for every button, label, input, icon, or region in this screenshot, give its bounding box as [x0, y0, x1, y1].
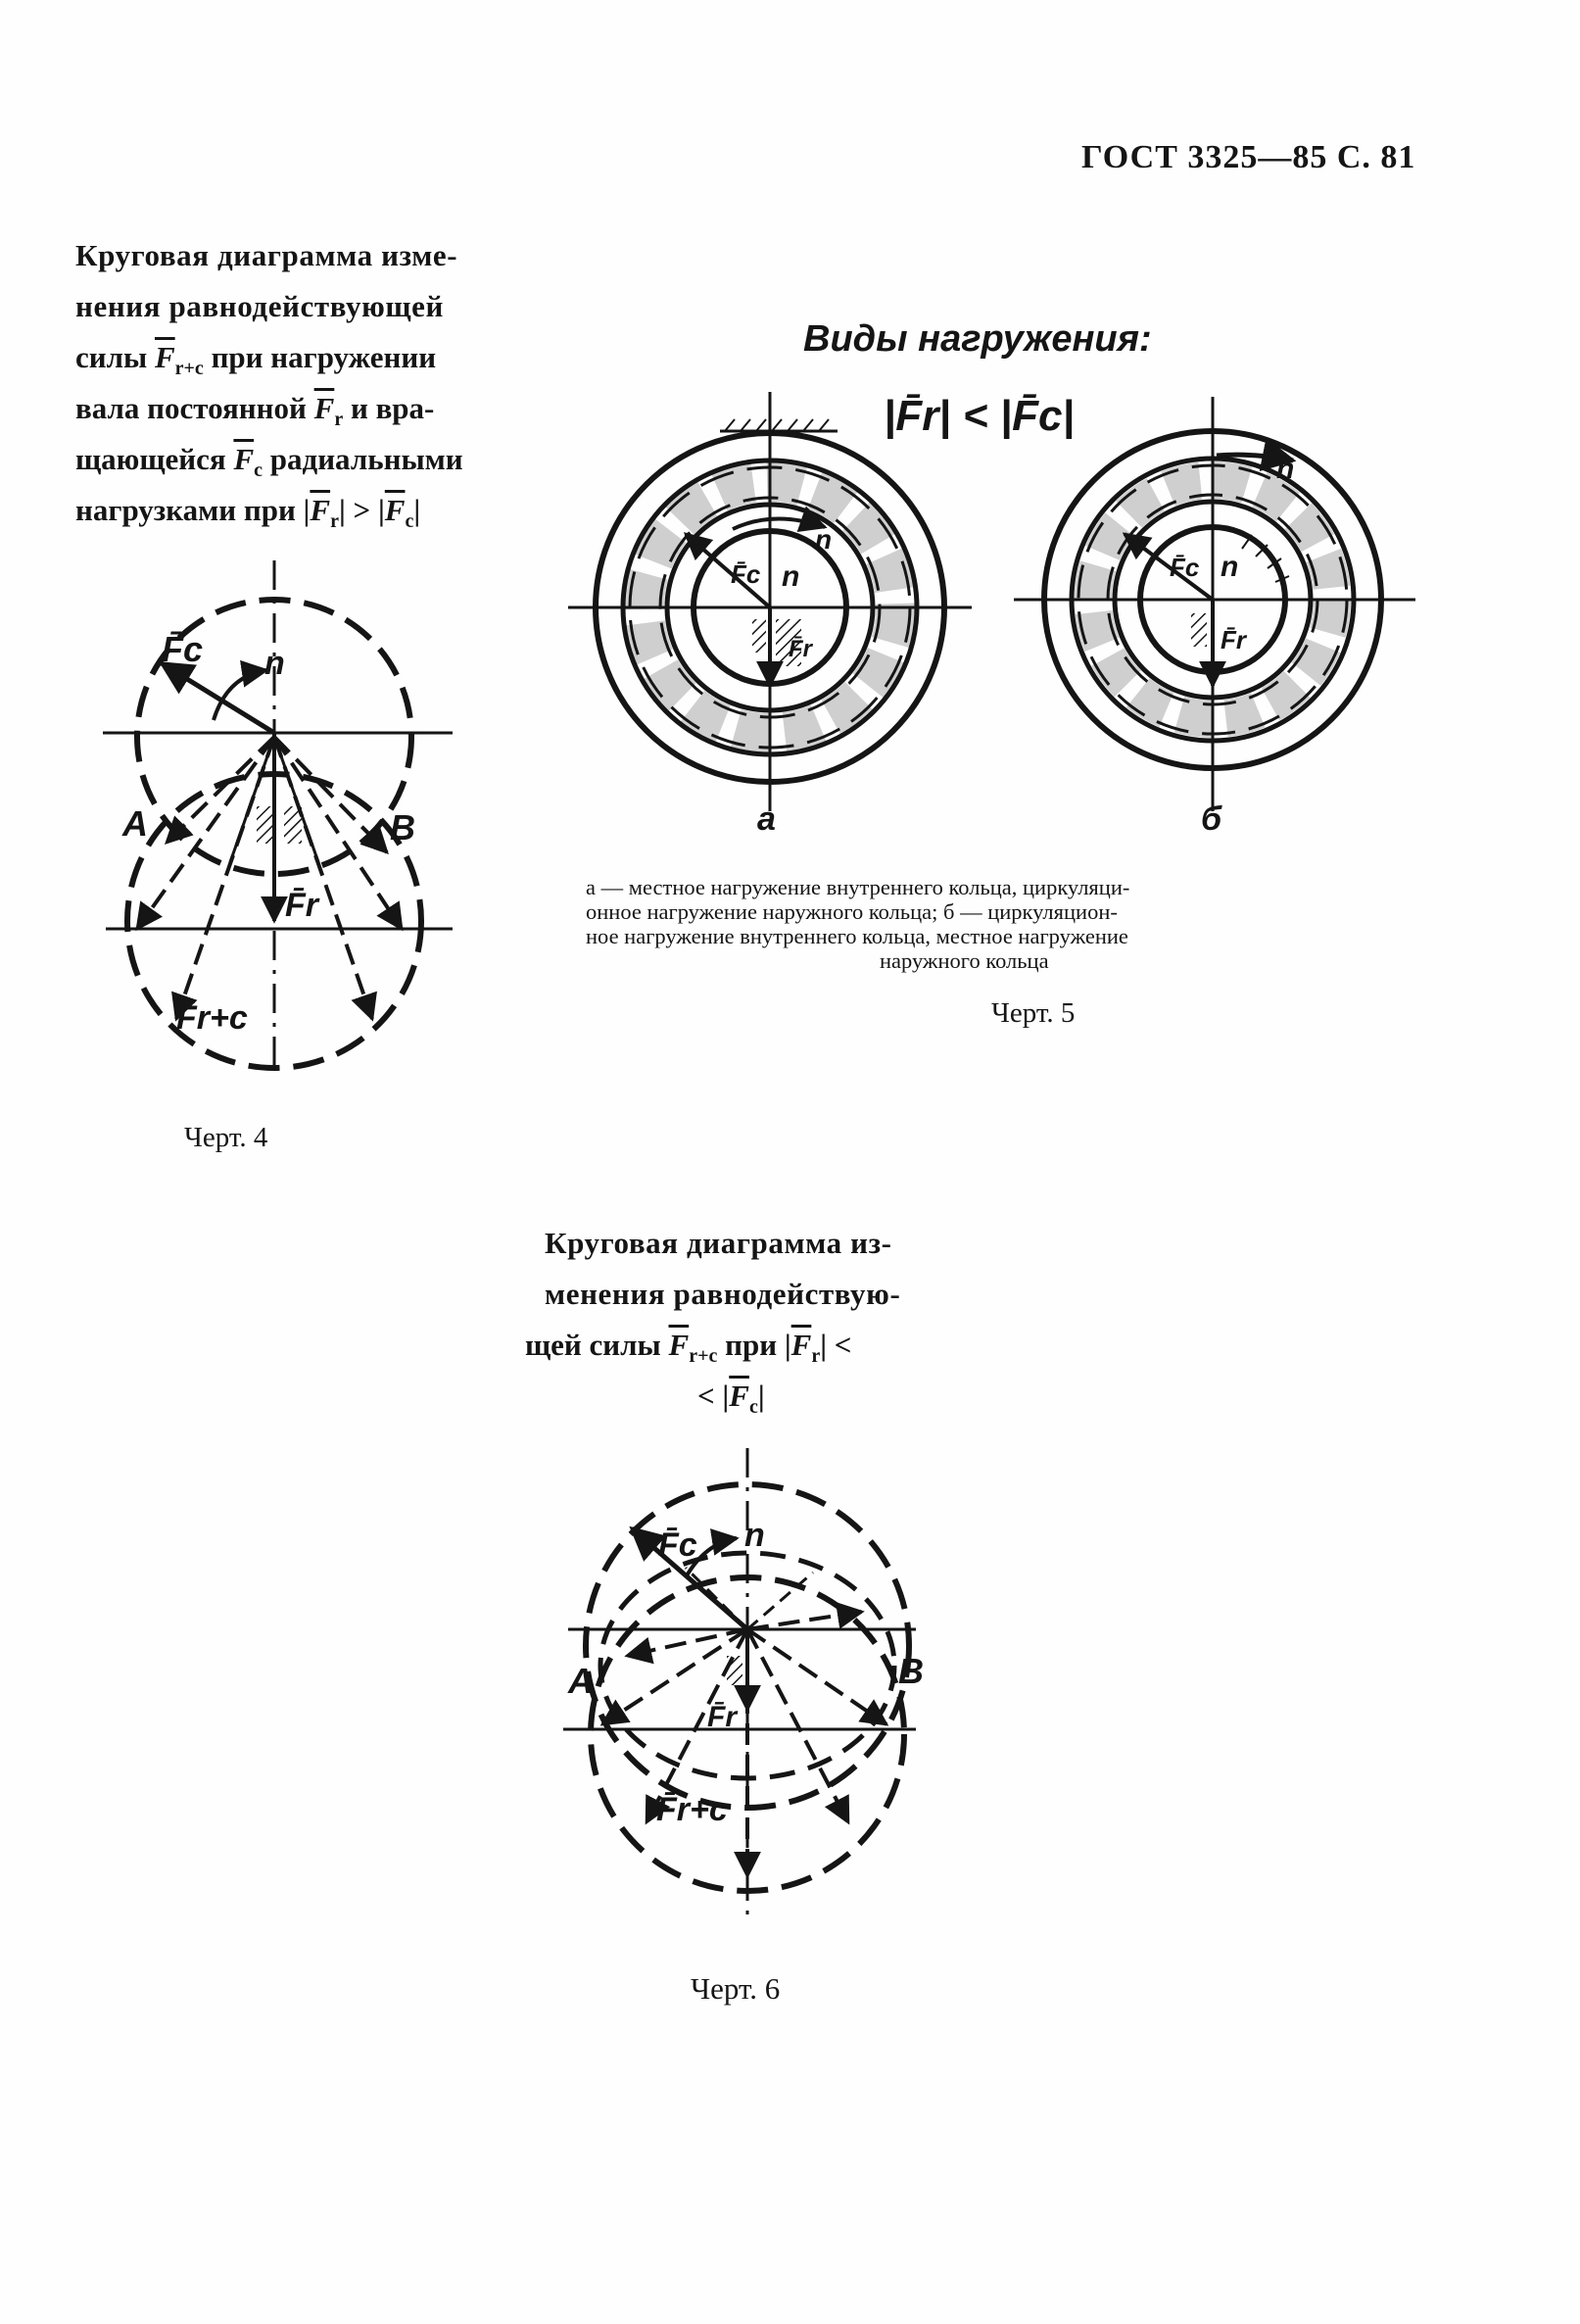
fig5b-label-n-top: n	[1276, 453, 1295, 485]
fig4-label: Черт. 4	[184, 1122, 268, 1153]
fig6-label-fr: F̄r	[707, 1701, 737, 1733]
fig6-caption-line-3-post: | <	[820, 1328, 852, 1362]
fig5b-shaft-hatch	[1191, 613, 1207, 647]
fig5a-shaft-hatch	[752, 619, 766, 653]
fig4-diagram	[103, 560, 453, 1068]
fig6-symbol-fc-sub: c	[748, 1396, 758, 1419]
fig5-bearing-a	[568, 392, 972, 838]
fig6-symbol-frc-sub: r+c	[689, 1345, 718, 1368]
page-header: ГОСТ 3325—85 С. 81	[1081, 139, 1416, 175]
fig5a-rotation-arc	[733, 518, 825, 529]
fig5a-label-n-inner: n	[782, 560, 800, 593]
fig5a-label-fr: F̄r	[789, 636, 812, 662]
fig4-label-b: B	[390, 807, 415, 847]
fig5b-label-fc: F̄c	[1170, 553, 1200, 582]
fig6-shaft-hatch	[727, 1656, 742, 1685]
fig5-bearing-b	[1014, 397, 1415, 838]
fig6-caption-line-3-mid: при |	[717, 1328, 791, 1362]
fig4-symbol-fc-2: $\overline{F}$	[384, 493, 406, 527]
fig4-shaft-hatch-2	[284, 806, 302, 844]
fig6-diagram	[563, 1448, 924, 1920]
fig4-caption-line-6-pre: нагрузками при |	[75, 493, 311, 527]
fig4-symbol-fc-2-sub: c	[405, 510, 414, 533]
fig4-caption-line-3-post: при нагружении	[203, 340, 437, 374]
fig4-caption-line-1: Круговая диаграмма изме-	[75, 238, 458, 272]
fig6-ray-4	[747, 1629, 848, 1822]
fig6-label-b: B	[898, 1651, 924, 1691]
fig5b-label-b: б	[1201, 800, 1222, 838]
fig5a-label-fc: F̄c	[731, 559, 761, 589]
fig5-legend-line-4: наружного кольца	[880, 948, 1049, 973]
fig4-caption-line-3-pre: силы	[75, 340, 155, 374]
fig6-caption-line-1: Круговая диаграмма из-	[545, 1226, 892, 1260]
fig4-label-fc: F̄c	[162, 629, 204, 669]
fig4-symbol-frc-sub: r+c	[174, 358, 204, 380]
fig4-symbol-fr-sub: r	[334, 409, 344, 431]
fig6-caption-line-3-pre: щей силы	[525, 1328, 669, 1362]
fig5-legend-line-1: а — местное нагружение внутреннего кольца, циркуляци-	[586, 875, 1130, 899]
fig4-symbol-fc-sub: c	[254, 460, 263, 482]
fig6-symbol-fr: $\overline{F}$	[790, 1328, 812, 1362]
fig4-caption-line-5-pre: щающейся	[75, 442, 234, 476]
fig4-caption-line-6-post: |	[413, 493, 421, 527]
fig4-symbol-fr: $\overline{F}$	[313, 391, 335, 425]
fig6-label-a: A	[568, 1661, 594, 1701]
fig5a-label-a: a	[757, 800, 776, 838]
fig4-label-n: n	[264, 645, 285, 682]
fig6-caption-line-4-pre: < |	[697, 1379, 730, 1413]
fig5-formula: |F̄r| < |F̄c|	[884, 392, 1075, 440]
fig4-caption-line-2: нения равнодействующей	[75, 289, 444, 323]
fig5-legend-line-2: онное нагружение наружного кольца; б — циркуляцион-	[586, 899, 1118, 924]
fig4-symbol-fc: $\overline{F}$	[233, 442, 255, 476]
fig4-symbol-frc: $\overline{F}$	[154, 340, 175, 374]
fig4-symbol-fr-2-sub: r	[330, 510, 339, 533]
fig4-label-fr: F̄r	[285, 887, 318, 924]
fig6-label-frc: F̄r+c	[656, 1791, 728, 1828]
fig6-label-n: n	[744, 1517, 765, 1554]
fig4-label-a: A	[122, 803, 148, 844]
fig6-symbol-fc: $\overline{F}$	[729, 1379, 749, 1413]
fig6-ray-1	[627, 1629, 747, 1656]
fig6-caption-line-2: менения равнодействую-	[545, 1277, 901, 1311]
fig5-title: Виды нагружения:	[803, 318, 1152, 360]
fig6-symbol-fr-sub: r	[811, 1345, 821, 1368]
fig6-label-fc: F̄c	[658, 1526, 697, 1564]
fig4-shaft-hatch	[257, 806, 274, 844]
fig5b-label-fr: F̄r	[1221, 625, 1246, 654]
fig6-label: Черт. 6	[691, 1971, 781, 2006]
fig5-legend-line-3: ное нагружение внутреннего кольца, местное нагружение	[586, 924, 1128, 948]
fig4-caption-line-6-mid: | > |	[338, 493, 385, 527]
fig4-label-frc: F̄r+c	[176, 999, 248, 1037]
fig6-ray-b	[747, 1629, 886, 1724]
fig4-caption-line-4-post: и вра-	[343, 391, 435, 425]
fig4-caption-line-5-post: радиальными	[263, 442, 463, 476]
fig6-symbol-frc: $\overline{F}$	[668, 1328, 690, 1362]
fig5a-label-n-top: n	[815, 524, 833, 555]
fig4-symbol-fr-2: $\overline{F}$	[310, 493, 331, 527]
fig5a-support-hatch	[725, 419, 829, 431]
fig4-caption-line-4-pre: вала постоянной	[75, 391, 314, 425]
fig5-label: Черт. 5	[991, 997, 1076, 1029]
fig5b-label-n: n	[1221, 551, 1239, 583]
fig6-caption-line-4-post: |	[757, 1379, 765, 1413]
